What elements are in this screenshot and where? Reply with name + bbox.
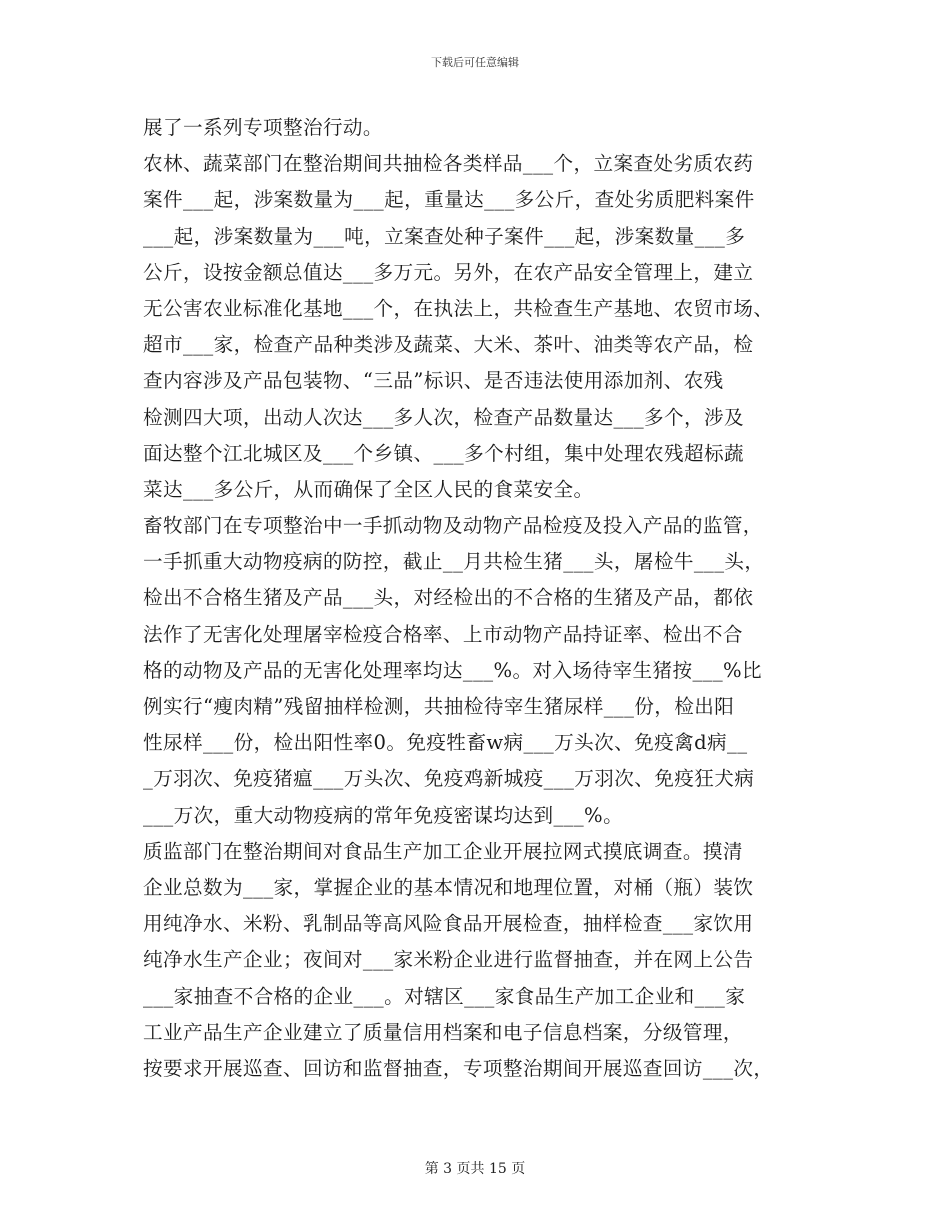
text-line: 企业总数为___家，掌握企业的基本情况和地理位置，对桶（瓶）装饮 (143, 875, 754, 899)
text-line: 面达整个江北城区及___个乡镇、___多个村组，集中处理农残超标蔬 (143, 441, 745, 465)
text-line: 质监部门在整治期间对食品生产加工企业开展拉网式摸底调查。摸清 (143, 839, 743, 863)
text-line: 农林、蔬菜部门在整治期间共抽检各类样品___个，立案查处劣质农药 (143, 152, 754, 176)
text-line: 按要求开展巡查、回访和监督抽查，专项整治期间开展巡查回访___次， (143, 1056, 774, 1080)
text-line: ___万次，重大动物疫病的常年免疫密谋均达到___%。 (143, 803, 624, 827)
text-line: 检出不合格生猪及产品___头，对经检出的不合格的生猪及产品，都依 (143, 586, 754, 610)
text-line: 展了一系列专项整治行动。 (143, 116, 383, 139)
text-line: 畜牧部门在专项整治中一手抓动物及动物产品检疫及投入产品的监管， (143, 514, 763, 538)
text-line: 格的动物及产品的无害化处理率均达___%。对入场待宰生猪按___%比 (143, 658, 763, 682)
text-line: 超市___家，检查产品种类涉及蔬菜、大米、茶叶、油类等农产品，检 (143, 333, 754, 357)
text-line: 例实行“瘦肉精”残留抽样检测，共抽检待宰生猪尿样___份，检出阳 (143, 695, 735, 718)
text-line: 性尿样___份，检出阳性率0。免疫牲畜w病___万头次、免疫禽d病__ (143, 731, 748, 755)
text-line: 查内容涉及产品包装物、“三品”标识、是否违法使用添加剂、农残 (143, 369, 724, 393)
text-line: 菜达___多公斤，从而确保了全区人民的食菜安全。 (143, 477, 594, 501)
text-line: 纯净水生产企业；夜间对___家米粉企业进行监督抽查，并在网上公告 (143, 948, 754, 972)
page-header: 下载后可任意编辑 (431, 56, 519, 69)
document-body (143, 110, 823, 1087)
text-line: 用纯净水、米粉、乳制品等高风险食品开展检查，抽样检查___家饮用 (143, 912, 754, 936)
text-line: 检测四大项，出动人次达___多人次，检查产品数量达___多个，涉及 (143, 405, 745, 429)
text-line: ___起，涉案数量为___吨，立案查处种子案件___起，涉案数量___多 (143, 224, 746, 248)
text-line: _万羽次、免疫猪瘟___万头次、免疫鸡新城疫___万羽次、免疫狂犬病 (143, 767, 755, 791)
text-line: ___家抽查不合格的企业___。对辖区___家食品生产加工企业和___家 (143, 984, 746, 1008)
text-line: 公斤，设按金额总值达___多万元。另外，在农产品安全管理上，建立 (143, 260, 754, 284)
text-line: 无公害农业标准化基地___个，在执法上，共检查生产基地、农贸市场、 (143, 296, 774, 320)
text-line: 法作了无害化处理屠宰检疫合格率、上市动物产品持证率、检出不合 (143, 622, 743, 646)
page-footer: 第 3 页共 15 页 (424, 1161, 526, 1177)
text-line: 一手抓重大动物疫病的防控，截止__月共检生猪___头，屠检牛___头， (143, 550, 765, 574)
text-line: 案件___起，涉案数量为___起，重量达___多公斤，查处劣质肥料案件 (143, 188, 755, 212)
text-line: 工业产品生产企业建立了质量信用档案和电子信息档案，分级管理， (143, 1020, 743, 1044)
